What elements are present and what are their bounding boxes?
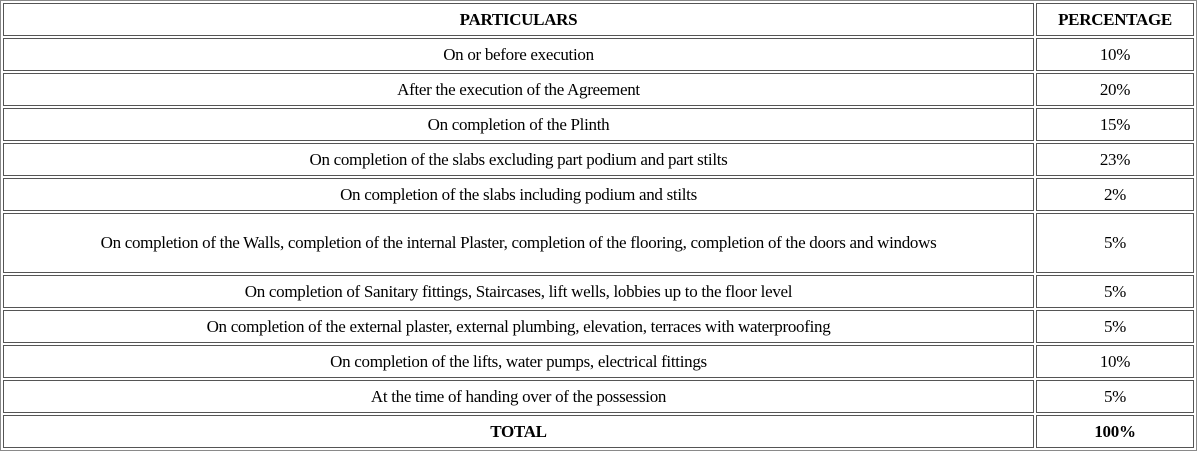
table-row [3,178,1194,211]
table-row [3,108,1194,141]
table-row [3,310,1194,343]
payment-schedule-table [1,1,1196,450]
total-label: TOTAL [3,415,1034,448]
table-total-row [3,415,1194,448]
particular-cell: On completion of Sanitary fittings, Staircases, lift wells, lobbies up to the floor level [3,275,1034,308]
percentage-cell: 5% [1036,310,1194,343]
total-percentage: 100% [1036,415,1194,448]
table-row [3,380,1194,413]
particular-cell: After the execution of the Agreement [3,73,1034,106]
table-row [3,213,1194,273]
header-particulars: PARTICULARS [3,3,1034,36]
percentage-cell: 5% [1036,380,1194,413]
table-row [3,38,1194,71]
percentage-cell: 20% [1036,73,1194,106]
percentage-cell: 15% [1036,108,1194,141]
particular-cell: At the time of handing over of the possession [3,380,1034,413]
particular-cell: On completion of the Walls, completion of the internal Plaster, completion of the flooring, completion of the doors and windows [3,213,1034,273]
particular-cell: On completion of the lifts, water pumps, electrical fittings [3,345,1034,378]
table-row [3,345,1194,378]
percentage-cell: 10% [1036,345,1194,378]
particular-cell: On completion of the slabs including podium and stilts [3,178,1034,211]
percentage-cell: 23% [1036,143,1194,176]
table-row [3,73,1194,106]
percentage-cell: 5% [1036,275,1194,308]
table-row [3,143,1194,176]
table-row [3,275,1194,308]
particular-cell: On or before execution [3,38,1034,71]
particular-cell: On completion of the slabs excluding part podium and part stilts [3,143,1034,176]
percentage-cell: 2% [1036,178,1194,211]
table-header-row [3,3,1194,36]
particular-cell: On completion of the external plaster, external plumbing, elevation, terraces with waterproofing [3,310,1034,343]
percentage-cell: 5% [1036,213,1194,273]
header-percentage: PERCENTAGE [1036,3,1194,36]
percentage-cell: 10% [1036,38,1194,71]
particular-cell: On completion of the Plinth [3,108,1034,141]
